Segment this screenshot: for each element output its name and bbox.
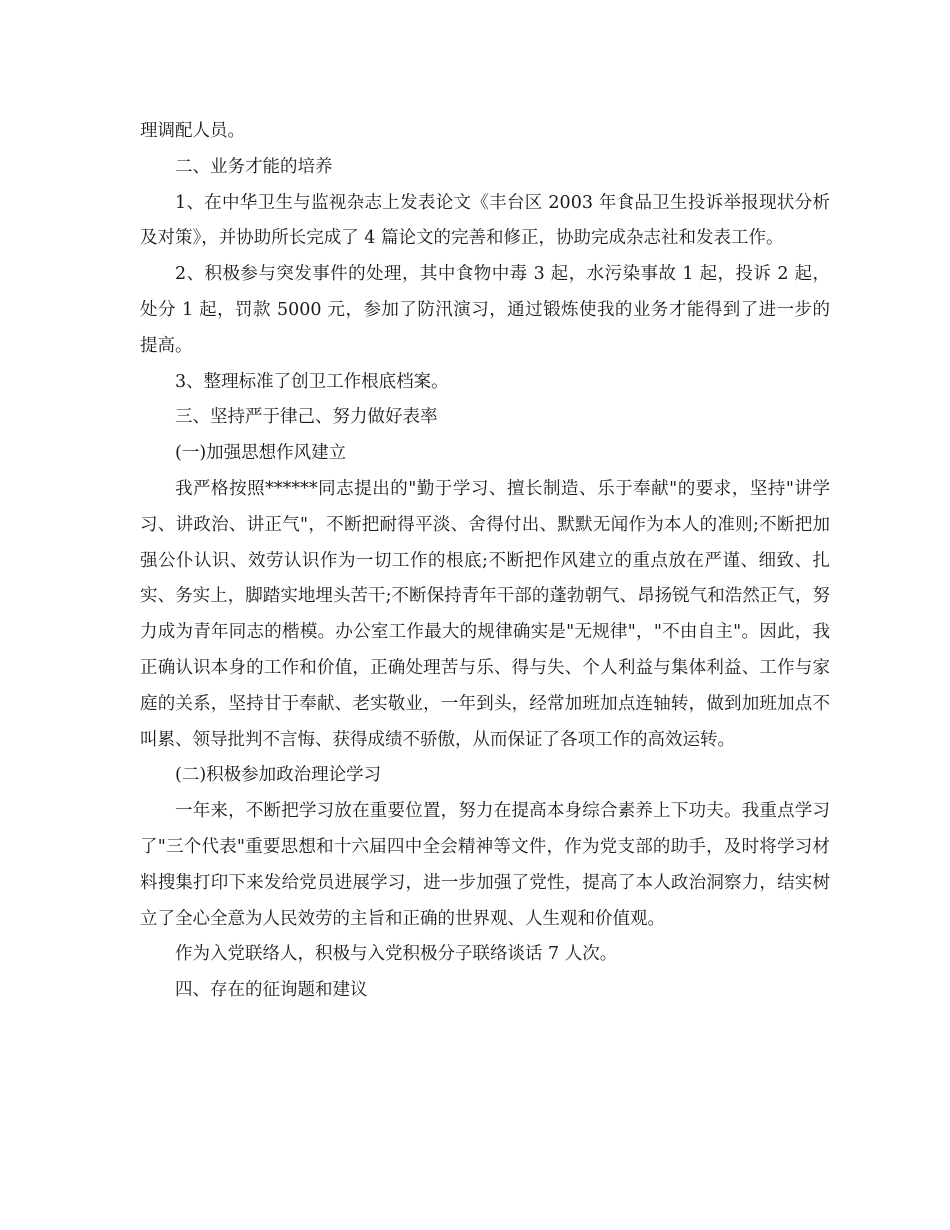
body-paragraph: 2、积极参与突发事件的处理，其中食物中毒 3 起，水污染事故 1 起，投诉 2 起，处分 1 起，罚款 5000 元，参加了防汛演习，通过锻炼使我的业务才能得到了进一步的提高。 — [140, 264, 830, 356]
body-paragraph: 1、在中华卫生与监视杂志上发表论文《丰台区 2003 年食品卫生投诉举报现状分析及对策》，并协助所长完成了 4 篇论文的完善和修正，协助完成杂志社和发表工作。 — [140, 192, 830, 249]
section-heading: 四、存在的征询题和建议 — [175, 980, 368, 1001]
body-paragraph: 3、整理标准了创卫工作根底档案。 — [175, 371, 449, 392]
body-paragraph: 理调配人员。 — [140, 121, 245, 141]
section-heading: 三、坚持严于律己、努力做好表率 — [175, 407, 438, 428]
document-body — [140, 114, 830, 1009]
body-paragraph: 一年来，不断把学习放在重要位置，努力在提高本身综合素养上下功夫。我重点学习了"三个代表"重要思想和十六届四中全会精神等文件，作为党支部的助手，及时将学习材料搜集打印下来发给党员进展学习，进一步加强了党性，提高了本人政治洞察力，结实树立了全心全意为人民效劳的主旨和正确的世界观、人生观和价值观。 — [140, 801, 830, 929]
body-paragraph: 我严格按照******同志提出的"勤于学习、擅长制造、乐于奉献"的要求，坚持"讲学习、讲政治、讲正气"，不断把耐得平淡、舍得付出、默默无闻作为本人的准则;不断把加强公仆认识、效劳认识作为一切工作的根底;不断把作风建立的重点放在严谨、细致、扎实、务实上，脚踏实地埋头苦干;不断保持青年干部的蓬勃朝气、昂扬锐气和浩然正气，努力成为青年同志的楷模。办公室工作最大的规律确实是"无规律"，"不由自主"。因此，我正确认识本身的工作和价值，正确处理苦与乐、得与失、个人利益与集体利益、工作与家庭的关系，坚持甘于奉献、老实敬业，一年到头，经常加班加点连轴转，做到加班加点不叫累、领导批判不言悔、获得成绩不骄傲，从而保证了各项工作的高效运转。 — [140, 478, 830, 750]
subsection-heading: (二)积极参加政治理论学习 — [175, 765, 382, 786]
body-paragraph: 作为入党联络人，积极与入党积极分子联络谈话 7 人次。 — [175, 944, 618, 965]
section-heading: 二、业务才能的培养 — [175, 156, 333, 177]
subsection-heading: (一)加强思想作风建立 — [175, 443, 347, 464]
